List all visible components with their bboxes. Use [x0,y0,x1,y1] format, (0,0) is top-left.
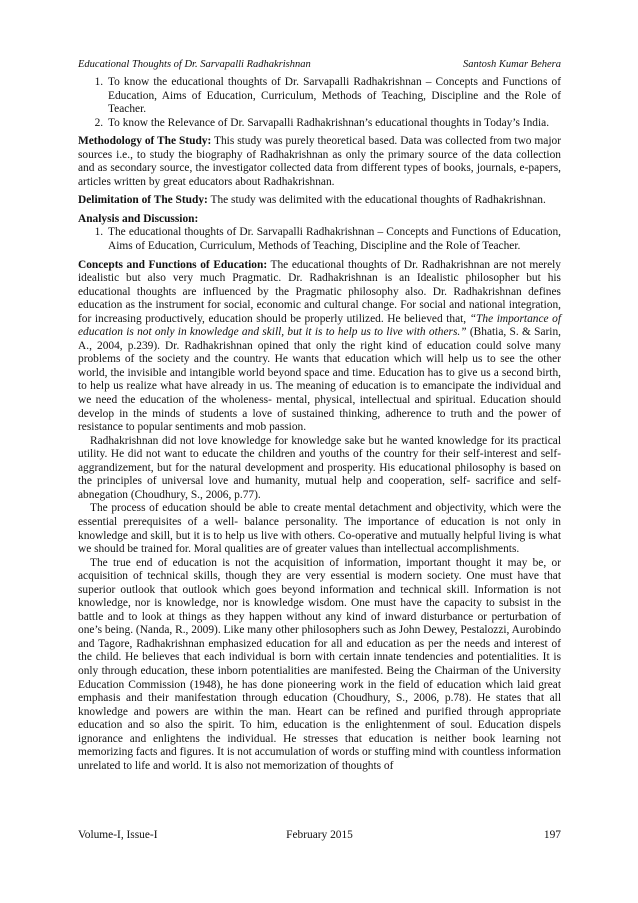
methodology-paragraph [78,135,561,189]
body-paragraph: The true end of education is not the acquisition of information, important thought it may be, or acquisition of technical skills, though they are very essential is modern society. One must have that superior outlook that outlook which goes beyond information and technical skill. Information is not knowledge, nor is knowledge, nor is knowledge wisdom. One must have the capacity to subsist in the battle and to look at things as they happen without any kind of inward disturbance or perturbation of one’s being. (Nanda, R., 2009). Like many other philosophers such as John Dewey, Pestalozzi, Aurobindo and Tagore, Radhakrishnan emphasized education for all and education as per the needs and interest of the child. He believes that each individual is born with certain innate tendencies and potentialities. It is only through education, these inborn potentialities are manifested. Being the Chairman of the University Education Commission (1948), he has done pioneering work in the field of education which laid great emphasis and their manifestation through education (Choudhury, S., 2006, p.78). He states that all knowledge and powers are within the man. Heart can be refined and purified through appropriate education and so also the spirit. To him, education is the enlightenment of soul. Education dispels ignorance and enlightens the individual. He stresses that education is neither book learning not memorizing facts and figures. It is not accumulation of words or stuffing mind with countless information unrelated to life and world. It is also not memorization of thoughts of [78,556,561,772]
delimitation-paragraph [78,194,561,208]
concepts-paragraph [78,259,561,435]
footer-date: February 2015 [286,829,353,841]
analysis-list [78,226,561,253]
body-paragraph: The process of education should be able to create mental detachment and objectivity, which were the essential prerequisites of a well- balance personality. The importance of education is not only in knowledge and skill, but it is to help us live with others. Co-operative and mutually helpful living is what we should be trained for. Moral qualities are of greater values than intellectual accomplishments. [78,502,561,556]
section-heading: Delimitation of The Study: [78,194,208,207]
list-item: 2. To know the Relevance of Dr. Sarvapalli Radhakrishnan’s educational thoughts in Today’s India. [106,117,561,131]
header-title: Educational Thoughts of Dr. Sarvapalli Radhakrishnan [78,59,311,70]
section-heading: Concepts and Functions of Education: [78,258,268,271]
running-header [78,59,561,71]
paragraph-text: This study was purely theoretical based. Data was collected from two major sources i.e., to study the biography of Radhakrishnan as only the primary source of the data collection and as secondary source, the investigator collected data from different types of books, journals, e-papers, articles written by great educators about Radhakrishnan. [78,135,562,188]
list-item: 1. The educational thoughts of Dr. Sarvapalli Radhakrishnan – Concepts and Functions of Education, Aims of Education, Curriculum, Methods of Teaching, Discipline and the Role of Teacher. [106,226,561,253]
quotation: “The importance of education is not only in knowledge and skill, but it is to help us to live with others.” [78,312,561,339]
section-heading: Analysis and Discussion: [78,212,199,225]
list-item: 1. To know the educational thoughts of Dr. Sarvapalli Radhakrishnan – Concepts and Functions of Education, Aims of Education, Curriculum, Methods of Teaching, Discipline and the Role of Teacher. [106,76,561,117]
page-number: 197 [543,829,561,841]
footer-volume: Volume-I, Issue-I [78,829,158,841]
paragraph-text: The study was delimited with the educational thoughts of Radhakrishnan. [207,194,546,207]
header-author: Santosh Kumar Behera [463,59,561,70]
section-heading: Methodology of The Study: [78,135,212,148]
page-body [78,76,561,773]
objectives-list [78,76,561,130]
body-paragraph: Radhakrishnan did not love knowledge for knowledge sake but he wanted knowledge for its practical utility. He did not want to educate the children and youths of the country for their self-interest and self-aggrandizement, but for the natural development and prosperity. His educational philosophy is based on the principles of universal love and humanity, mutual help and cooperation, self- sacrifice and self-abnegation (Choudhury, S., 2006, p.77). [78,434,561,501]
paragraph-text: (Bhatia, S. & Sarin, A., 2004, p.239). Dr. Radhakrishnan opined that only the right kind of education could solve many problems of the society and the country. He wants that education which will help us to see the other world, the invisible and intangible world beyond space and time. Education has to give us a second birth, to help us realize what have already in us. The meaning of education is to emancipate the individual and we need the education of the wholeness- mental, physical, intellectual and spiritual. Education should develop in the minds of students a love of sustained thinking, adherence to truth and the power of resistance to popular sentiments and mob passion. [78,326,562,434]
paragraph-text: The educational thoughts of Dr. Radhakrishnan are not merely idealistic but also very much Pragmatic. Dr. Radhakrishnan is an Idealistic philosopher but his educational thoughts are influenced by the Pragmatic philosophy also. Dr. Radhakrishnan defines education as the instrument for social, economic and cultural change. For social and national integration, for increasing productively, education should be properly utilized. He believed that, [78,258,561,325]
